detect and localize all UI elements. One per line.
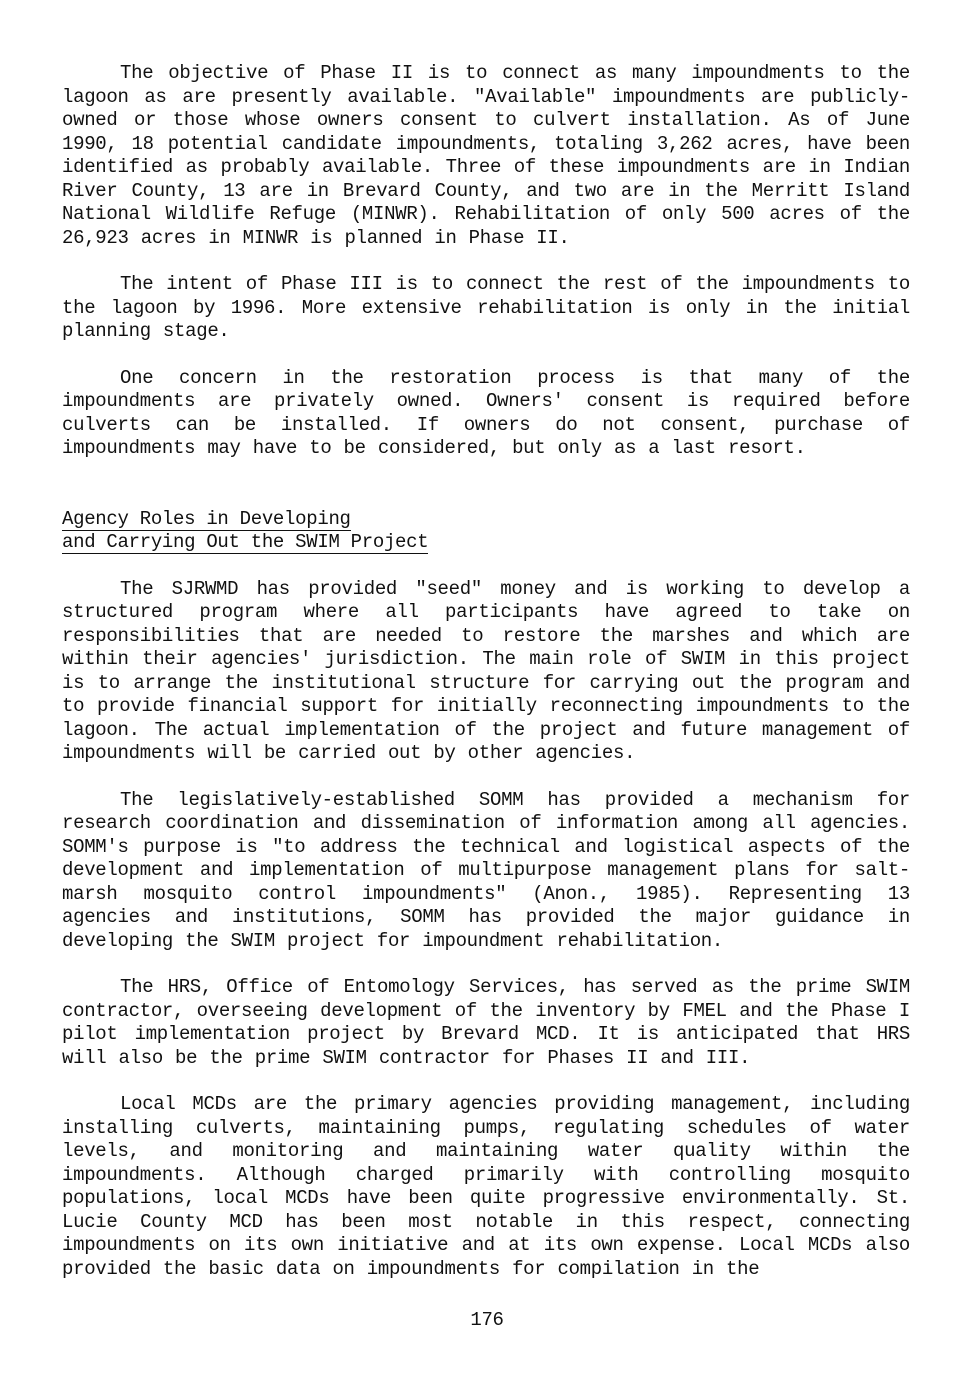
paragraph-gap bbox=[62, 766, 910, 789]
paragraph-gap bbox=[62, 250, 910, 273]
section-heading-line-2: and Carrying Out the SWIM Project bbox=[62, 531, 429, 553]
page-number: 176 bbox=[470, 1309, 504, 1331]
paragraph-phase-three: The intent of Phase III is to connect the rest of the impoundments to the lagoon by 1996. More extensive rehabilitation is only in the initial planning stage. bbox=[62, 273, 910, 342]
paragraph-somm: The legislatively-established SOMM has provided a mechanism for research coordination and dissemination of information among all agencies. SOMM's purpose is "to address the technical and logistical aspects of the development and implementation of multipurpose management plans for salt-marsh mosquito control impoundments" (Anon., 1985). Representing 13 agencies and institutions, SOMM has provided the major guidance in developing the SWIM project for impoundment rehabilitation. bbox=[62, 788, 910, 952]
paragraph-gap bbox=[62, 953, 910, 976]
paragraph-gap bbox=[62, 1070, 910, 1093]
paragraph-gap bbox=[62, 461, 910, 508]
paragraph-sjrwmd: The SJRWMD has provided "seed" money and is working to develop a structured program where all participants have agreed to take on responsibilities that are needed to restore the marshes and which are within their agencies' jurisdiction. The main role of SWIM in this project is to arrange the institutional structure for carrying out the program and to provide financial support for initially reconnecting impoundments to the lagoon. The actual implementation of the project and future management of impoundments will be carried out by other agencies. bbox=[62, 577, 910, 764]
section-heading bbox=[62, 508, 910, 555]
document-page bbox=[62, 62, 910, 1281]
paragraph-gap bbox=[62, 555, 910, 578]
paragraph-local-mcds: Local MCDs are the primary agencies providing management, including installing culverts, maintaining pumps, regulating schedules of water levels, and monitoring and maintaining water quality within the impoundments. Although charged primarily with controlling mosquito populations, local MCDs have been quite progressive environmentally. St. Lucie County MCD has been most notable in this respect, connecting impoundments on its own initiative and at its own expense. Local MCDs also provided the basic data on impoundments for compilation in the bbox=[62, 1093, 910, 1280]
paragraph-hrs: The HRS, Office of Entomology Services, has served as the prime SWIM contractor, overseeing development of the inventory by FMEL and the Phase I pilot implementation project by Brevard MCD. It is anticipated that HRS will also be the prime SWIM contractor for Phases II and III. bbox=[62, 976, 910, 1069]
paragraph-concern: One concern in the restoration process is that many of the impoundments are privately owned. Owners' consent is required before culverts can be installed. If owners do not consent, purchase of impoundments may have to be considered, but only as a last resort. bbox=[62, 366, 910, 459]
paragraph-gap bbox=[62, 344, 910, 367]
section-heading-line-1: Agency Roles in Developing bbox=[62, 507, 351, 530]
paragraph-phase-two: The objective of Phase II is to connect as many impoundments to the lagoon as are presently available. "Available" impoundments are publicly-owned or those whose owners consent to culvert installation. As of June 1990, 18 potential candidate impoundments, totaling 3,262 acres, have been identified as probably available. Three of these impoundments are in Indian River County, 13 are in Brevard County, and two are in the Merritt Island National Wildlife Refuge (MINWR). Rehabilitation of only 500 acres of the 26,923 acres in MINWR is planned in Phase II. bbox=[62, 62, 910, 249]
